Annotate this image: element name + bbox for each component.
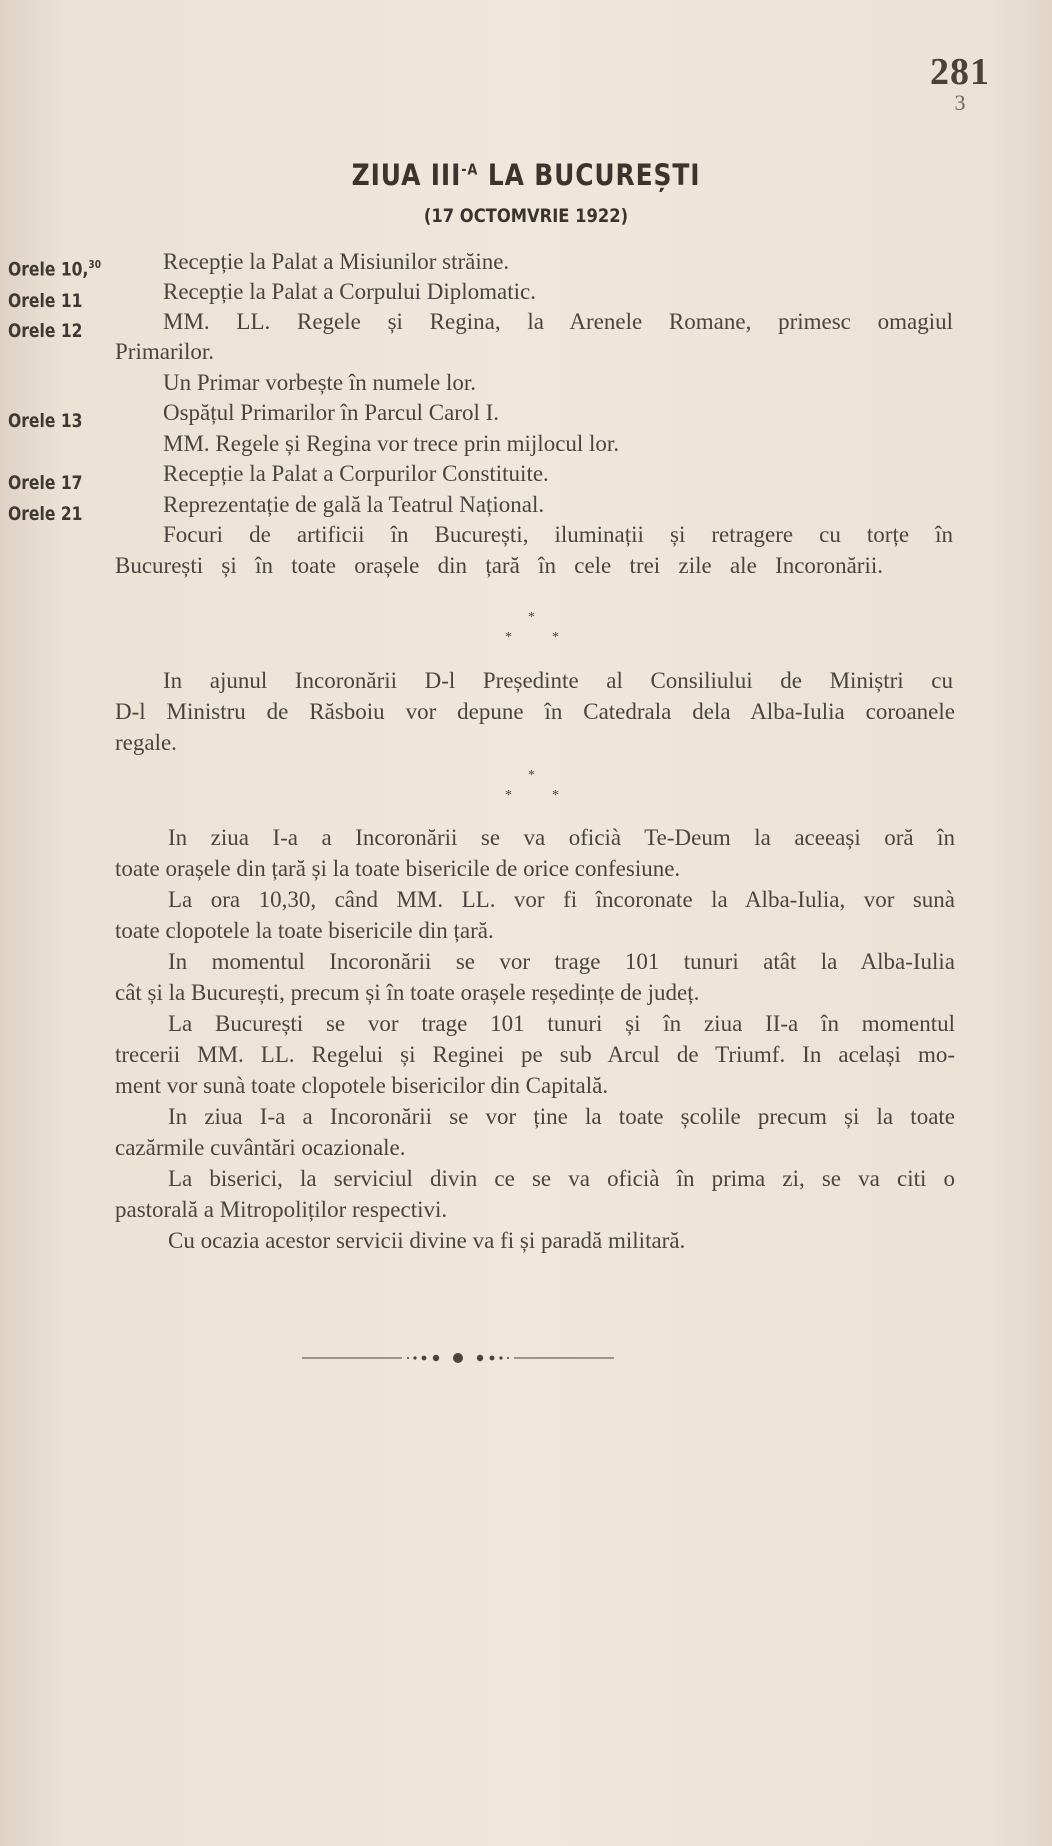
paragraph-line: La București se vor trage 101 tunuri și în ziua II-a în momentul: [168, 1011, 955, 1036]
paragraph-line: In ziua I-a a Incoronării se va oficià Te-Deum la aceeași oră în: [168, 825, 955, 850]
asterism-star: *: [552, 630, 559, 645]
title-rest: LA BUCUREȘTI: [478, 158, 701, 192]
schedule-entry: Recepție la Palat a Corpurilor Constituite.: [163, 461, 549, 486]
schedule-time: Orele 13: [8, 410, 83, 432]
paragraph-line: cât și la București, precum și în toate orașele reședințe de județ.: [115, 980, 700, 1005]
paragraph-line: ment vor sunà toate clopotele bisericilor din Capitală.: [115, 1073, 609, 1098]
schedule-time: Orele 10,30: [8, 258, 101, 281]
schedule-entry: Recepție la Palat a Misiunilor străine.: [163, 249, 510, 274]
paragraph-line: regale.: [115, 730, 177, 755]
page-number: [930, 52, 990, 114]
schedule-time: Orele 11: [8, 290, 83, 312]
schedule-time: Orele 21: [8, 503, 83, 525]
paragraph-line: toate clopotele la toate bisericile din țară.: [115, 918, 494, 943]
paragraph-line: toate orașele din țară și la toate bisericile de orice confesiune.: [115, 856, 681, 881]
asterism-star: *: [505, 788, 512, 803]
paragraph-line: cazărmile cuvântări ocazionale.: [115, 1135, 406, 1160]
page-subtitle: (17 OCTOMVRIE 1922): [423, 205, 629, 227]
asterism-star: *: [552, 788, 559, 803]
schedule-time: Orele 12: [8, 320, 83, 342]
paragraph-line: Cu ocazia acestor servicii divine va fi și paradă militară.: [168, 1228, 686, 1253]
ornamental-divider: [302, 1352, 614, 1364]
schedule-entry-note: MM. Regele și Regina vor trece prin mijlocul lor.: [163, 431, 620, 456]
schedule-entry-continuation: Primarilor.: [115, 339, 215, 364]
title-sup: -A: [461, 160, 479, 179]
schedule-time: Orele 17: [8, 472, 83, 494]
asterism-star: *: [505, 630, 512, 645]
asterism-star: *: [528, 610, 535, 625]
paragraph-line: D-l Ministru de Răsboiu vor depune în Catedrala dela Alba-Iulia coroanele: [115, 699, 955, 724]
fireworks-text-line: Focuri de artificii în București, iluminații și retragere cu torțe în: [163, 522, 953, 547]
paragraph-line: In momentul Incoronării se vor trage 101 tunuri atât la Alba-Iulia: [168, 949, 955, 974]
schedule-entry: Recepție la Palat a Corpului Diplomatic.: [163, 279, 537, 304]
schedule-entry: Reprezentație de gală la Teatrul Național.: [163, 492, 545, 517]
paragraph-line: In ajunul Incoronării D-l Președinte al Consiliului de Miniștri cu: [163, 668, 953, 693]
paragraph-line: In ziua I-a a Incoronării se vor ține la toate școlile precum și la toate: [168, 1104, 955, 1129]
paragraph-line: trecerii MM. LL. Regelui și Reginei pe sub Arcul de Triumf. In același mo-: [115, 1042, 955, 1067]
paragraph-line: pastorală a Mitropoliților respectivi.: [115, 1197, 448, 1222]
page-number-sub: 3: [954, 90, 966, 115]
schedule-entry: MM. LL. Regele și Regina, la Arenele Romane, primesc omagiul: [163, 309, 953, 334]
asterism-star: *: [528, 768, 535, 783]
schedule-entry: Ospățul Primarilor în Parcul Carol I.: [163, 400, 499, 425]
paragraph-line: La biserici, la serviciul divin ce se va oficià în prima zi, se va citi o: [168, 1166, 955, 1191]
schedule-entry-note: Un Primar vorbește în numele lor.: [163, 370, 476, 395]
title-main: ZIUA III: [351, 158, 462, 192]
paragraph-line: La ora 10,30, când MM. LL. vor fi încoronate la Alba-Iulia, vor sunà: [168, 887, 955, 912]
fireworks-text-line: București și în toate orașele din țară în cele trei zile ale Incoronării.: [115, 553, 883, 578]
page-title: [74, 158, 979, 192]
page-number-main: 281: [930, 51, 990, 93]
